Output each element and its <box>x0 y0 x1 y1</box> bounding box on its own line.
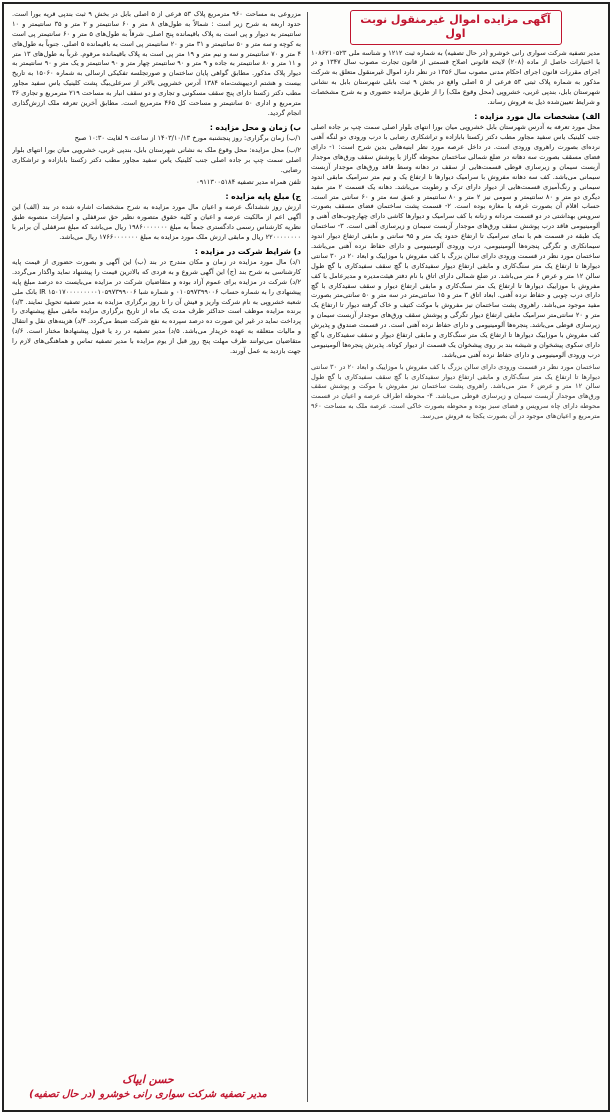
column-divider <box>307 12 308 1102</box>
boundaries-paragraph: مزروعی به مساحت ۹۶۰ مترمربع پلاک ۵۳ فرعی از ۵ اصلی بابل در بخش ۹ ثبت بندپی قریه بورا است. حدود اربعه به شرح زیر است : شمالاً به طول‌های ۸ متر و ۶۰ سانتیمتر و ۲ متر و ۳۵ سانتیمتر و ۱۰ سانتیمتر به دیوار و پی است به پلاک باقیمانده پنج اصلی. شرقاً به طول‌های ۵ متر و ۶۰ سانتیمتر پی است به کوچه و سه متر و ۵۰ سانتیمتر و ۳۱ متر و ۲۰ سانتیمتر پی است به باقیمانده ۵ اصلی. جنوباً به طول‌های ۴ متر و ۷۰ سانتیمتر و سه و نیم متر و ۱۹ متر پی است به پلاک باقیمانده مرقوم. غرباً به طول‌های ۱۳ متر و ۱۱ متر و ۸۰ سانتیمتر به جاده و ۹ متر و ۹۰ سانتیمتر چهار متر و ۹۰ سانتیمتر و یک متر و ۹۰ سانتیمتر به دیوار پلاک مذکور. مطابق گواهی پایان ساختمان و صورتجلسه تفکیکی ارسالی به شماره ۱۵۰۶۰ به تاریخ بیست و هشتم اردیبهشت‌ماه ۱۳۸۴ آدرس خشروپی بالاتر از سرعلی‌بیگ پشت کلینیک یاس سفید مجاور مطب دکتر زکستا دارای پنج سقف مسکونی و تجاری و دو سقف انبار به مساحت ۲۱۹ مترمربع و تجاری ۳۶ مترمربع و اداری ۵۰ سانتیمتر و مساحت کل ۴۶۵ مترمربع است. مطابق آخرین تعرفه ملک ارزش‌گذاری انجام گردید. <box>12 10 301 117</box>
section-a-heading: الف) مشخصات مال مورد مزایده : <box>474 111 600 121</box>
auction-place: ۲/ب) محل مزایده: محل وقوع ملک به نشانی شهرستان بابل، بندپی غربی، خشروپی میان بورا انتهای بلوار اصلی سمت چپ بر جاده اصلی جنب کلینیک یاس سفید مجاور مطب دکتر زکستا بابازاده و تراشکاری رضایی. <box>12 146 301 174</box>
intro-paragraph: مدیر تصفیه شرکت سواری رانی خوشرو (در حال تصفیه) به شماره ثبت ۱۲۱۲ و شناسه ملی ۱۰۸۶۲۱۰۵۲۳ با اختیارات حاصل از ماده (۲۰۸) لایحه قانونی اصلاح قسمتی از قانون تجارت مصوب سال ۱۳۴۷ و در اجرای مقررات قانون اجرای احکام مدنی مصوب سال ۱۳۵۶ در نظر دارد اموال غیرمنقول متعلق به شرکت مذکور به شماره پلاک ثبتی ۵۳ فرعی از ۵ اصلی واقع در بخش ۹ ثبت بابلی شهرستان بابل به نشانی شهرستان بابل، بندپی غربی، خشروپی (محل وقوع ملک) را از طریق مزایده حضوری و به شرح مشخصات و شرایط تعیین‌شده ذیل به فروش رساند. <box>311 48 600 107</box>
signatory-title: مدیر تصفیه شرکت سواری رانی خوشرو (در حال تصفیه) <box>29 1089 267 1100</box>
notice-title: آگهی مزایده اموال غیرمنقول نوبت اول <box>350 10 562 45</box>
conditions-paragraph: ۱/د) مال مورد مزایده در زمان و مکان مندرج در بند (ب) این آگهی و بصورت حضوری از قیمت پایه کارشناسی به شرح بند (ج) این آگهی شروع و به فردی که بالاترین قیمت را پیشنهاد نماید واگذار می‌گردد. ۲/د) شرکت در مزایده برای عموم آزاد بوده و متقاضیان شرکت در مزایده می‌بایست ده درصد مبلغ پایه پیشنهادی را به شماره حساب ۰۱۰۵۹۷۳۹۹۰۰۶ و شماره شبا IR ۱۵۰۱۷۰۰۰۰۰۰۰۰۰۱۰۵۹۷۳۹۹۰۰۶ بانک ملی شعبه خشروپی به نام شرکت واریز و فیش آن را تا روز برگزاری مزایده به مدیر تصفیه تحویل نمایند. ۳/د) برنده مزایده موظف است حداکثر ظرف مدت یک ماه از تاریخ برگزاری مزایده مابقی مبلغ پیشنهادی را پرداخت نماید در غیر این صورت ده درصد سپرده به نفع شرکت ضبط می‌گردد. ۴/د) هزینه‌های نقل و انتقال و مالیات متعلقه به عهده خریدار می‌باشد. ۵/د) مدیر تصفیه در رد یا قبول پیشنهادها مختار است. ۶/د) متقاضیان می‌توانند ظرف مهلت پنج روز قبل از یوم مزایده با مدیر تصفیه تماس و هماهنگی‌های لازم را جهت بازدید به عمل آورند. <box>12 257 301 355</box>
signatory-name: حسن ایپاک <box>122 1073 174 1086</box>
signature-block <box>18 1073 278 1100</box>
property-description: محل مورد تعرفه به آدرس شهرستان بابل خشروپی میان بورا انتهای بلوار اصلی سمت چپ بر جاده اصلی جنب کلینیک یاس سفید مجاور مطب دکتر زکستا بابازاده و تراشکاری رضایی با درب ورودی دو لنگه آهنی نرده‌ای بصورت راهروی ورودی است. در داخل عرصه مورد نظر ابنیه‌هایی بدین شرح است: ۱- دارای فضای مسقف بصورت سه دهانه در ضلع شمالی ساختمان محوطه گاراژ با پوشش سقف ورق‌های موجدار آزبست سیمان و زیرسازی قوطی قسمت‌هایی از سقف در دهانه وسط فاقد ورق‌های موجدار آزبست سیمانی می‌باشد. کف سه دهانه مفروش با سرامیک دیوارها تا ارتفاع یک و نیم متر سرامیک مابقی اندود سیمانی و رنگ‌آمیزی قسمت‌هایی از دیوار دارای ترک و رطوبت می‌باشد. دهانه یک قسمت ۲ متر مفید دیگری دو متر و ۸۰ سانتیمتر و سومی نیز ۲ متر و ۸۰ سانتیمتر و عمق سه متر و ۶۰ سانتی متر است. حساب اقلام آن بصورت غرفه یا مغازه بوده است. ۲- قسمت پشت ساختمان فضای مسقف بصورت سرویس بهداشتی در دو قسمت مردانه و زنانه با کف سرامیک و دیوارها کاشی دارای چهارچوب‌های آهنی و آلومینیومی فاقد درب پوشش سقف ورق‌های موجدار آزبست سیمان و زیرسازی آهنی است. ۳- ساختمان یک طبقه در قسمت هم با نمای سرامیک تا ارتفاع حدود یک متر و ۹۵ سانتی و مابقی ارتفاع دیوار اندود سیمانکاری و تگرگی پنجره‌ها آلومینیومی، درب ورودی آلومینیومی و دارای حفاظ نرده آهنی می‌باشد. ساختمان مورد نظر در قسمت ورودی دارای سالن بزرگ با کف مفروش با موزاییک و ابعاد ۲۰ در ۳۰ سانتی دیوارها تا ارتفاع یک متر سنگ‌کاری و مابقی ارتفاع دیوار سفیدکاری با گچ سقف سفیدکاری با گچ طول سالن ۱۲ متر و عرض ۶ متر می‌باشد. در ضلع شمالی دارای اتاق با نام دفتر هیئت‌مدیره و مدیرعامل با کف مفروش با موزاییک دیوارها تا ارتفاع یک متر سنگ‌کاری و مابقی ارتفاع دیوار و سقف سفیدکاری با گچ دارای درب چوبی و حفاظ نرده آهنی. ابعاد اتاق ۳ متر و ۱۵ سانتی‌متر در سه متر و ۵۰ سانتی‌متر بصورت مفید موجود می‌باشد. راهروی پشت ساختمان نیز مفروش با موکت کتیف و خاک گرفته دیوار تا ارتفاع یک متر و ۲۰ سانتی‌متر سرامیک مابقی ارتفاع دیوار تگرگی و پوشش سقف ورق‌های موجدار آزبست سیمان و زیرسازی قوطی می‌باشد. پنجره‌ها آلومینیومی و دارای حفاظ نرده آهنی است. در قسمت صندوق و پذیرش کف مفروش با موزاییک دیوارها تا ارتفاع یک متر سنگ‌کاری و مابقی ارتفاع دیوار و سقف سفیدکاری با گچ دارای سکوی پیشخوان و شیشه بند بر روی پیشخوان یک قسمت از دیوار کوتاه. پذیرش پنجره‌ها آلومینیومی درب ورودی آلومینیومی و دارای حفاظ نرده آهنی می‌باشد. <box>311 123 600 359</box>
contact-phone: تلفن همراه مدیر تصفیه ۰۹۱۱۳۰۰۵۱۸۴ <box>196 177 301 186</box>
section-b-heading: ب) زمان و محل مزایده : <box>209 122 301 132</box>
notice-frame <box>2 2 610 1112</box>
property-description-continued: ساختمان مورد نظر در قسمت ورودی دارای سالن بزرگ با کف مفروش با موزاییک و ابعاد ۲۰ در ۳۰ سانتی دیوارها تا ارتفاع یک متر سنگ‌کاری و مابقی ارتفاع دیوار سفیدکاری با گچ سقف سفیدکاری با گچ طول سالن ۱۲ متر و عرض ۶ متر می‌باشد. راهروی پشت ساختمان نیز مفروش با موکت و پوشش سقف ورق‌های موجدار آزبست سیمان و زیرسازی قوطی می‌باشد. ۴- محوطه اطراف عرصه و اعیان در قسمت محوطه دارای چاه سرویس و فضای سبز بوده و محوطه بصورت خاکی است. عرصه ملک به مساحت ۹۶۰ مترمربع و اعیان‌های موجود در آن بصورت یکجا به فروش می‌رسد. <box>311 362 600 421</box>
base-price-paragraph: ارزش روز ششدانگ عرصه و اعیان مال مورد مزایده به شرح مشخصات اشاره شده در بند (الف) این آگهی اعم از مالکیت عرصه و اعیان و کلیه حقوق متصوره نظیر حق سرقفلی و امتیازات منصوبه طبق نظریه کارشناس رسمی دادگستری جمعاً به مبلغ ۱۹۸۶۰۰۰۰۰۰۰ ریال می‌باشد که مبلغ سرقفلی آن برابر با ۲۲۰۰۰۰۰۰۰۰ ریال و مابقی ارزش ملک مورد مزایده به مبلغ ۱۷۶۶۰۰۰۰۰۰۰ ریال می‌باشد. <box>12 203 301 241</box>
auction-time: ۱/ب) زمان برگزاری: روز پنجشنبه مورخ ۱۴۰۳/۱۰/۱۳ از ساعت ۹ لغایت ۱۰:۳۰ صبح <box>74 134 301 143</box>
right-column <box>311 10 600 1104</box>
section-d-heading: د) شرایط شرکت در مزایده : <box>194 246 301 256</box>
left-column <box>12 10 301 1104</box>
section-c-heading: ج) مبلغ پایه مزایده : <box>225 191 301 201</box>
